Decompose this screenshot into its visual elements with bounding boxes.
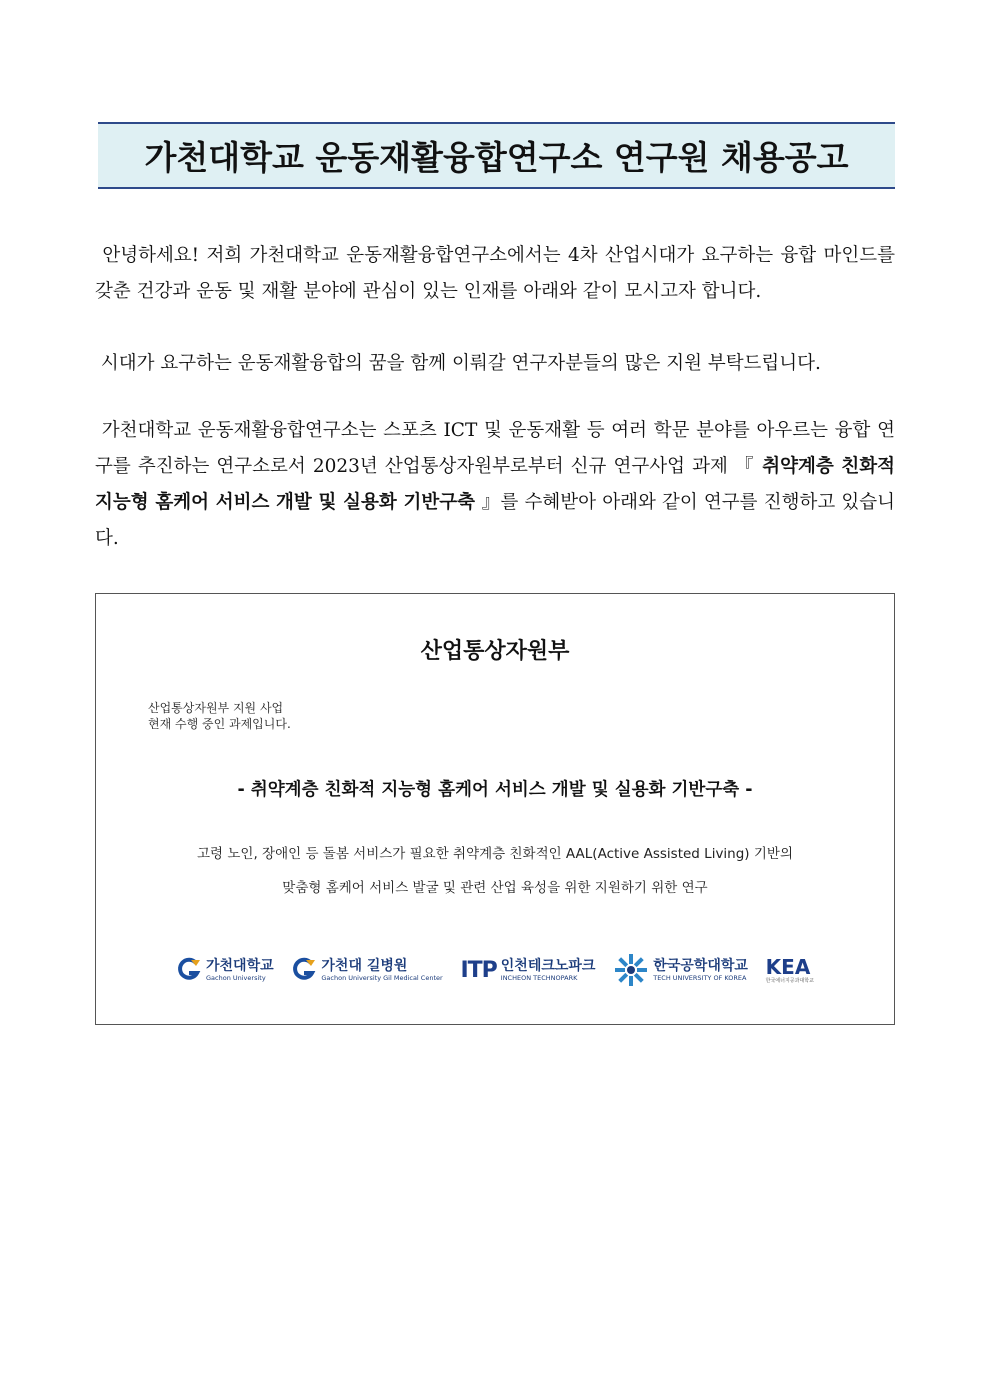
incheon-technopark-logo xyxy=(460,958,595,983)
title-banner xyxy=(98,122,895,189)
kut-emblem-icon xyxy=(613,952,649,988)
request-paragraph xyxy=(95,346,895,382)
gachon-g-icon xyxy=(176,957,202,983)
institute-paragraph xyxy=(95,413,895,557)
page-title: 가천대학교 운동재활융합연구소 연구원 채용공고 xyxy=(144,138,849,177)
partner-logos xyxy=(176,950,814,990)
tech-university-korea-logo xyxy=(613,952,748,988)
itp-mark: ITP xyxy=(460,957,497,983)
itp-logo-subtext: INCHEON TECHNOPARK xyxy=(500,973,578,982)
gil-medical-center-logo xyxy=(291,957,442,983)
support-note xyxy=(148,700,291,732)
request-text: 시대가 요구하는 운동재활융합의 꿈을 함께 이뤄갈 연구자분들의 많은 지원 부탁드립니다. xyxy=(100,353,821,374)
gachon-university-logo xyxy=(176,957,274,983)
gachon-logo-text: 가천대학교 xyxy=(206,957,274,974)
project-description-line2: 맞춤형 홈케어 서비스 발굴 및 관련 산업 육성을 위한 지원하기 위한 연구 xyxy=(282,880,708,896)
kea-mark: KEA xyxy=(765,954,811,979)
project-title: - 취약계층 친화적 지능형 홈케어 서비스 개발 및 실용화 기반구축 - xyxy=(237,780,753,800)
gil-g-icon xyxy=(291,957,317,983)
kut-logo-text: 한국공학대학교 xyxy=(653,957,748,974)
project-card xyxy=(95,593,895,1025)
support-note-line2: 현재 수행 중인 과제입니다. xyxy=(148,717,291,731)
project-description xyxy=(96,837,894,905)
gil-logo-subtext: Gachon University Gil Medical Center xyxy=(321,973,443,982)
project-description-line1: 고령 노인, 장애인 등 돌봄 서비스가 필요한 취약계층 친화적인 AAL(Active Assisted Living) 기반의 xyxy=(197,846,793,862)
itp-logo-text: 인천테크노파크 xyxy=(500,957,596,974)
intro-text: 안녕하세요! 저희 가천대학교 운동재활융합연구소에서는 4차 산업시대가 요구하는 융합 마인드를 갖춘 건강과 운동 및 재활 분야에 관심이 있는 인재를 아래와 같이 모시고자 합니다. xyxy=(95,245,895,302)
institute-text-pre: 가천대학교 운동재활융합연구소는 스포츠 ICT 및 운동재활 등 여러 학문 분야를 아우르는 융합 연구를 추진하는 연구소로서 2023년 산업통상자원부로부터 신규 연구사업 과제 『 xyxy=(95,420,895,477)
project-name-bold: 취약계층 친화적 지능형 홈케어 서비스 개발 및 실용화 기반구축 xyxy=(95,456,895,513)
gil-logo-text: 가천대 길병원 xyxy=(321,957,408,974)
kea-logo xyxy=(765,954,814,984)
kea-logo-subtext: 한국에너지공과대학교 xyxy=(765,977,814,984)
ministry-title: 산업통상자원부 xyxy=(420,639,570,664)
kut-logo-subtext: TECH UNIVERSITY OF KOREA xyxy=(653,973,747,982)
institute-text-post: 』를 수혜받아 아래와 같이 연구를 진행하고 있습니다. xyxy=(95,492,895,549)
intro-paragraph xyxy=(95,238,895,310)
gachon-logo-subtext: Gachon University xyxy=(206,973,266,982)
support-note-line1: 산업통상자원부 지원 사업 xyxy=(148,701,284,715)
